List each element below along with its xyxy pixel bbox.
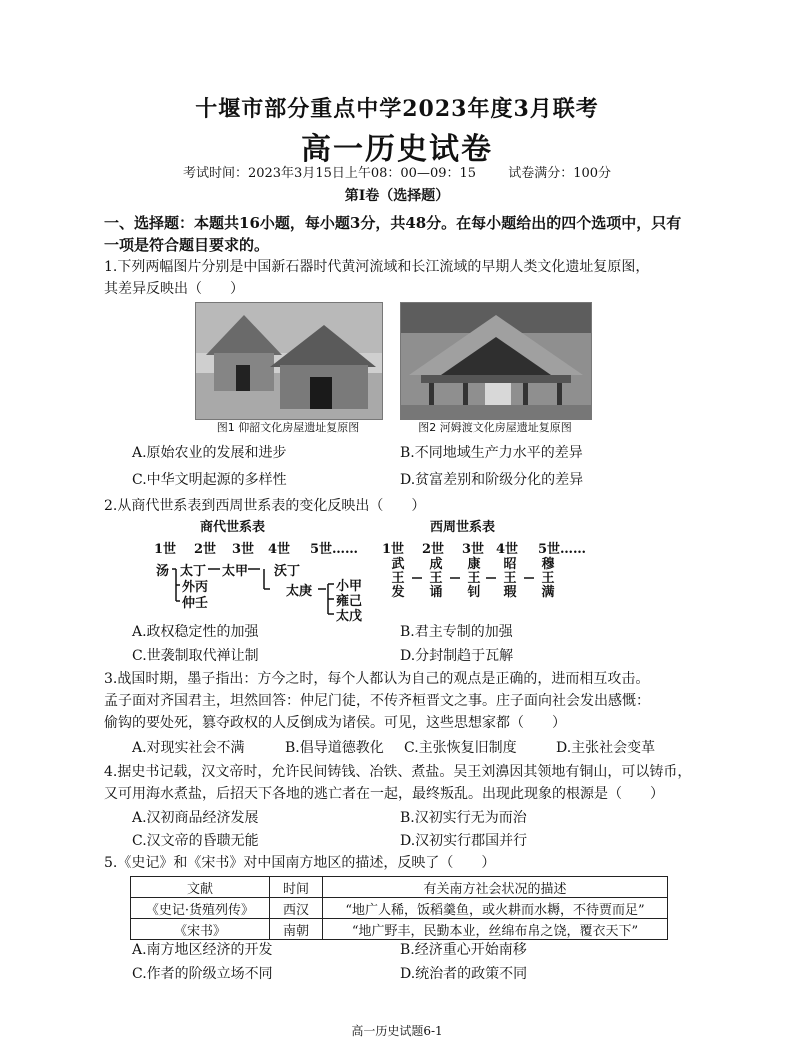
zhou-king-3 bbox=[466, 558, 482, 600]
shang-gen-5: 5世…… bbox=[310, 542, 359, 557]
zhou-king-4-char-2: 王 bbox=[503, 571, 517, 586]
shang-xiaojia: 小甲 bbox=[336, 579, 363, 594]
shang-taigeng: 太庚 bbox=[286, 584, 313, 599]
section-heading bbox=[104, 212, 704, 256]
shang-taijia: 太甲 bbox=[222, 564, 249, 579]
zhou-gen-3: 3世 bbox=[462, 542, 485, 557]
shang-gen-2: 2世 bbox=[194, 542, 217, 557]
zhou-king-1-char-3: 发 bbox=[391, 585, 405, 600]
zhou-king-4-char-1: 昭 bbox=[503, 557, 517, 572]
question-1-stem bbox=[104, 256, 704, 300]
q3-stem-line-1: 3.战国时期，墨子指出：方今之时，每个人都认为自己的观点是正确的，进而相互攻击。 bbox=[104, 671, 650, 687]
q5-header-doc: 文献 bbox=[131, 877, 270, 898]
table-row bbox=[131, 898, 668, 919]
q4-stem-line-2: 又可用海水煮盐，后招天下各地的逃亡者在一起，最终叛乱。出现此现象的根源是（ ） bbox=[104, 786, 664, 802]
question-4-stem bbox=[104, 761, 704, 805]
yangshao-house-photo bbox=[195, 302, 383, 420]
q5-cell-desc: “地广人稀，饭稻羹鱼，或火耕而水耨，不待贾而足” bbox=[323, 898, 668, 919]
q5-cell-desc: “地广野丰，民勤本业，丝绵布帛之饶，覆衣天下” bbox=[323, 919, 668, 940]
shang-zhongren: 仲壬 bbox=[182, 596, 209, 611]
q5-cell-time: 西汉 bbox=[270, 898, 323, 919]
question-2-stem: 2.从商代世系表到西周世系表的变化反映出（ ） bbox=[104, 498, 426, 514]
zhou-king-1 bbox=[390, 558, 406, 600]
shang-gen-1: 1世 bbox=[154, 542, 177, 557]
q4-option-a[interactable]: A.汉初商品经济发展 bbox=[132, 810, 259, 826]
photo-caption-1: 图1 仰韶文化房屋遗址复原图 bbox=[216, 421, 360, 434]
q5-option-a[interactable]: A.南方地区经济的开发 bbox=[132, 942, 273, 958]
zhou-gen-2: 2世 bbox=[422, 542, 445, 557]
photo-caption-2: 图2 河姆渡文化房屋遗址复原图 bbox=[418, 421, 572, 434]
shang-chart-title: 商代世系表 bbox=[200, 520, 266, 535]
shang-taiwu: 太戊 bbox=[336, 609, 363, 624]
q5-option-c[interactable]: C.作者的阶级立场不同 bbox=[132, 966, 273, 982]
zhou-gen-1: 1世 bbox=[382, 542, 405, 557]
q1-option-a[interactable]: A.原始农业的发展和进步 bbox=[132, 445, 287, 461]
question-3-stem bbox=[104, 668, 704, 734]
q5-option-d[interactable]: D.统治者的政策不同 bbox=[400, 966, 528, 982]
q5-table bbox=[130, 876, 668, 940]
q2-option-b[interactable]: B.君主专制的加强 bbox=[400, 624, 513, 640]
question-5-stem: 5.《史记》和《宋书》对中国南方地区的描述，反映了（ ） bbox=[104, 855, 496, 871]
part-heading: 第Ⅰ卷（选择题） bbox=[344, 188, 450, 204]
q5-option-b[interactable]: B.经济重心开始南移 bbox=[400, 942, 527, 958]
q1-option-b[interactable]: B.不同地域生产力水平的差异 bbox=[400, 445, 583, 461]
exam-subtitle: 高一历史试卷 bbox=[301, 132, 493, 167]
q5-cell-doc: 《史记·货殖列传》 bbox=[131, 898, 270, 919]
q5-header-desc: 有关南方社会状况的描述 bbox=[323, 877, 668, 898]
q4-option-b[interactable]: B.汉初实行无为而治 bbox=[400, 810, 527, 826]
page-footer: 高一历史试题6-1 bbox=[351, 1024, 443, 1038]
zhou-king-3-char-1: 康 bbox=[467, 557, 481, 572]
zhou-gen-4: 4世 bbox=[496, 542, 519, 557]
zhou-king-2-char-1: 成 bbox=[429, 557, 443, 572]
full-score: 试卷满分：100分 bbox=[508, 166, 612, 181]
zhou-king-1-char-1: 武 bbox=[391, 557, 405, 572]
zhou-king-1-char-2: 王 bbox=[391, 571, 405, 586]
exam-meta bbox=[0, 162, 794, 181]
q1-stem-line-2: 其差异反映出（ ） bbox=[104, 281, 244, 297]
q3-option-c[interactable]: C.主张恢复旧制度 bbox=[404, 740, 517, 756]
q3-stem-line-2: 孟子面对齐国君主，坦然回答：仲尼门徒，不传齐桓晋文之事。庄子面向社会发出感慨： bbox=[104, 693, 650, 709]
q5-cell-time: 南朝 bbox=[270, 919, 323, 940]
q1-stem-line-1: 1.下列两幅图片分别是中国新石器时代黄河流域和长江流域的早期人类文化遗址复原图， bbox=[104, 259, 650, 275]
zhou-king-5 bbox=[540, 558, 556, 600]
zhou-king-2 bbox=[428, 558, 444, 600]
q1-option-c[interactable]: C.中华文明起源的多样性 bbox=[132, 472, 287, 488]
q3-stem-line-3: 偷钩的要处死，篡夺政权的人反倒成为诸侯。可见，这些思想家都（ ） bbox=[104, 715, 566, 731]
zhou-king-5-char-2: 王 bbox=[541, 571, 555, 586]
zhou-chart-title: 西周世系表 bbox=[430, 520, 496, 535]
zhou-king-5-char-1: 穆 bbox=[541, 557, 555, 572]
q4-option-c[interactable]: C.汉文帝的昏聩无能 bbox=[132, 833, 259, 849]
hemudu-house-photo bbox=[400, 302, 592, 420]
lineage-charts bbox=[150, 516, 620, 624]
q5-header-time: 时间 bbox=[270, 877, 323, 898]
shang-yongji: 雍己 bbox=[336, 594, 363, 609]
zhou-gen-5: 5世…… bbox=[538, 542, 587, 557]
q5-table-header bbox=[131, 877, 668, 898]
section-line-1: 一、选择题：本题共16小题，每小题3分，共48分。在每小题给出的四个选项中，只有 bbox=[104, 214, 682, 232]
exam-time: 考试时间：2023年3月15日上午08：00—09：15 bbox=[182, 166, 477, 181]
zhou-king-5-char-3: 满 bbox=[541, 585, 555, 600]
shang-waibing: 外丙 bbox=[182, 580, 209, 595]
q4-stem-line-1: 4.据史书记载，汉文帝时，允许民间铸钱、冶铁、煮盐。吴王刘濞因其领地有铜山，可以铸币， bbox=[104, 764, 692, 780]
shang-gen-4: 4世 bbox=[268, 542, 291, 557]
section-line-2: 一项是符合题目要求的。 bbox=[104, 236, 270, 254]
zhou-king-2-char-3: 诵 bbox=[429, 585, 443, 600]
zhou-king-4-char-3: 瑕 bbox=[503, 585, 517, 600]
q3-option-b[interactable]: B.倡导道德教化 bbox=[285, 740, 384, 756]
q1-option-d[interactable]: D.贫富差别和阶级分化的差异 bbox=[400, 472, 584, 488]
shang-woding: 沃丁 bbox=[274, 564, 301, 579]
exam-title: 十堰市部分重点中学2023年度3月联考 bbox=[195, 96, 599, 122]
q4-option-d[interactable]: D.汉初实行郡国并行 bbox=[400, 833, 528, 849]
zhou-king-2-char-2: 王 bbox=[429, 571, 443, 586]
zhou-king-3-char-3: 钊 bbox=[467, 585, 481, 600]
zhou-king-3-char-2: 王 bbox=[467, 571, 481, 586]
q3-option-d[interactable]: D.主张社会变革 bbox=[556, 740, 656, 756]
zhou-king-4 bbox=[502, 558, 518, 600]
q2-option-d[interactable]: D.分封制趋于瓦解 bbox=[400, 648, 514, 664]
q5-cell-doc: 《宋书》 bbox=[131, 919, 270, 940]
table-row bbox=[131, 919, 668, 940]
shang-tang: 汤 bbox=[156, 564, 170, 579]
shang-gen-3: 3世 bbox=[232, 542, 255, 557]
q2-option-c[interactable]: C.世袭制取代禅让制 bbox=[132, 648, 259, 664]
q3-option-a[interactable]: A.对现实社会不满 bbox=[132, 740, 245, 756]
shang-taiding: 太丁 bbox=[180, 564, 207, 579]
q2-option-a[interactable]: A.政权稳定性的加强 bbox=[132, 624, 259, 640]
